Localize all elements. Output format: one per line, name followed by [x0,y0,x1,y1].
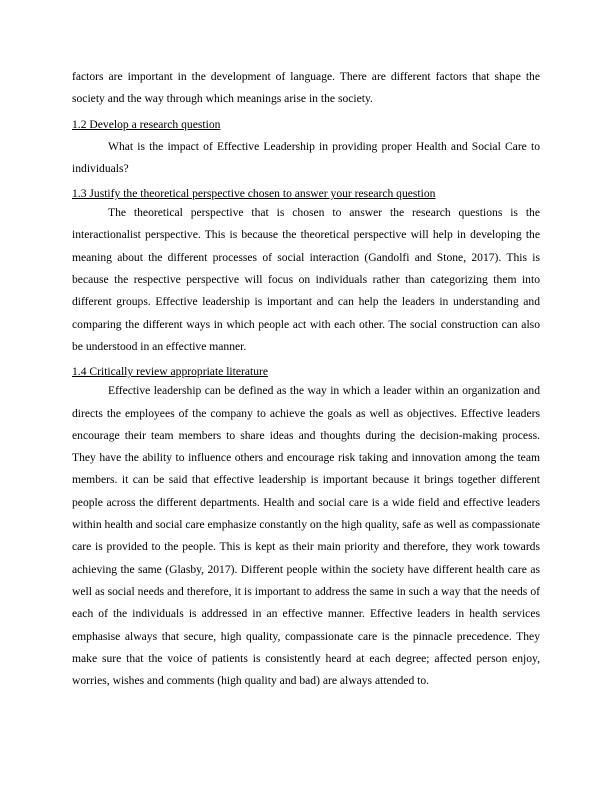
section-heading-literature-review: 1.4 Critically review appropriate literature [72,365,269,379]
research-question-paragraph: What is the impact of Effective Leadership in providing proper Health and Social Care to individuals? [72,139,540,175]
intro-paragraph: factors are important in the development of language. There are different factors that shape the society and the way through which meanings arise in the society. [72,70,540,106]
section-heading-research-question: 1.2 Develop a research question [72,117,221,131]
literature-review-paragraph: Effective leadership can be defined as the way in which a leader within an organization and directs the employees of the company to achieve the goals as well as objectives. Effective leaders encourage their team members to share ideas and thoughts during the decision-making process. They have the ability to influence others and encourage risk taking and innovation among the team members. it can be said that effective leadership is important because it brings together different people across the different departments. Health and social care is a wide field and effective leaders within health and social care emphasize constantly on the high quality, safe as well as compassionate care is provided to the people. This is kept as their main priority and therefore, they work towards achieving the same (Glasby, 2017). Different people within the society have different health care as well as social needs and therefore, it is important to address the same in such a way that the needs of each of the individuals is addressed in an effective manner. Effective leaders in health services emphasise always that secure, high quality, compassionate care is the pinnacle precedence. They make sure that the voice of patients is consistently heard at each degree; affected person enjoy, worries, wishes and comments (high quality and bad) are always attended to. [72,384,541,688]
section-heading-theoretical-perspective: 1.3 Justify the theoretical perspective chosen to answer your research question [72,187,436,201]
theoretical-perspective-paragraph: The theoretical perspective that is chosen to answer the research questions is the interactionalist perspective. This is because the theoretical perspective will help in developing the meaning about the different processes of social interaction (Gandolfi and Stone, 2017). This is because the respective perspective will focus on individuals rather than categorizing them into different groups. Effective leadership is important and can help the leaders in understanding and comparing the different ways in which people act with each other. The social construction can also be understood in an effective manner. [72,206,540,353]
document-page [72,66,540,692]
